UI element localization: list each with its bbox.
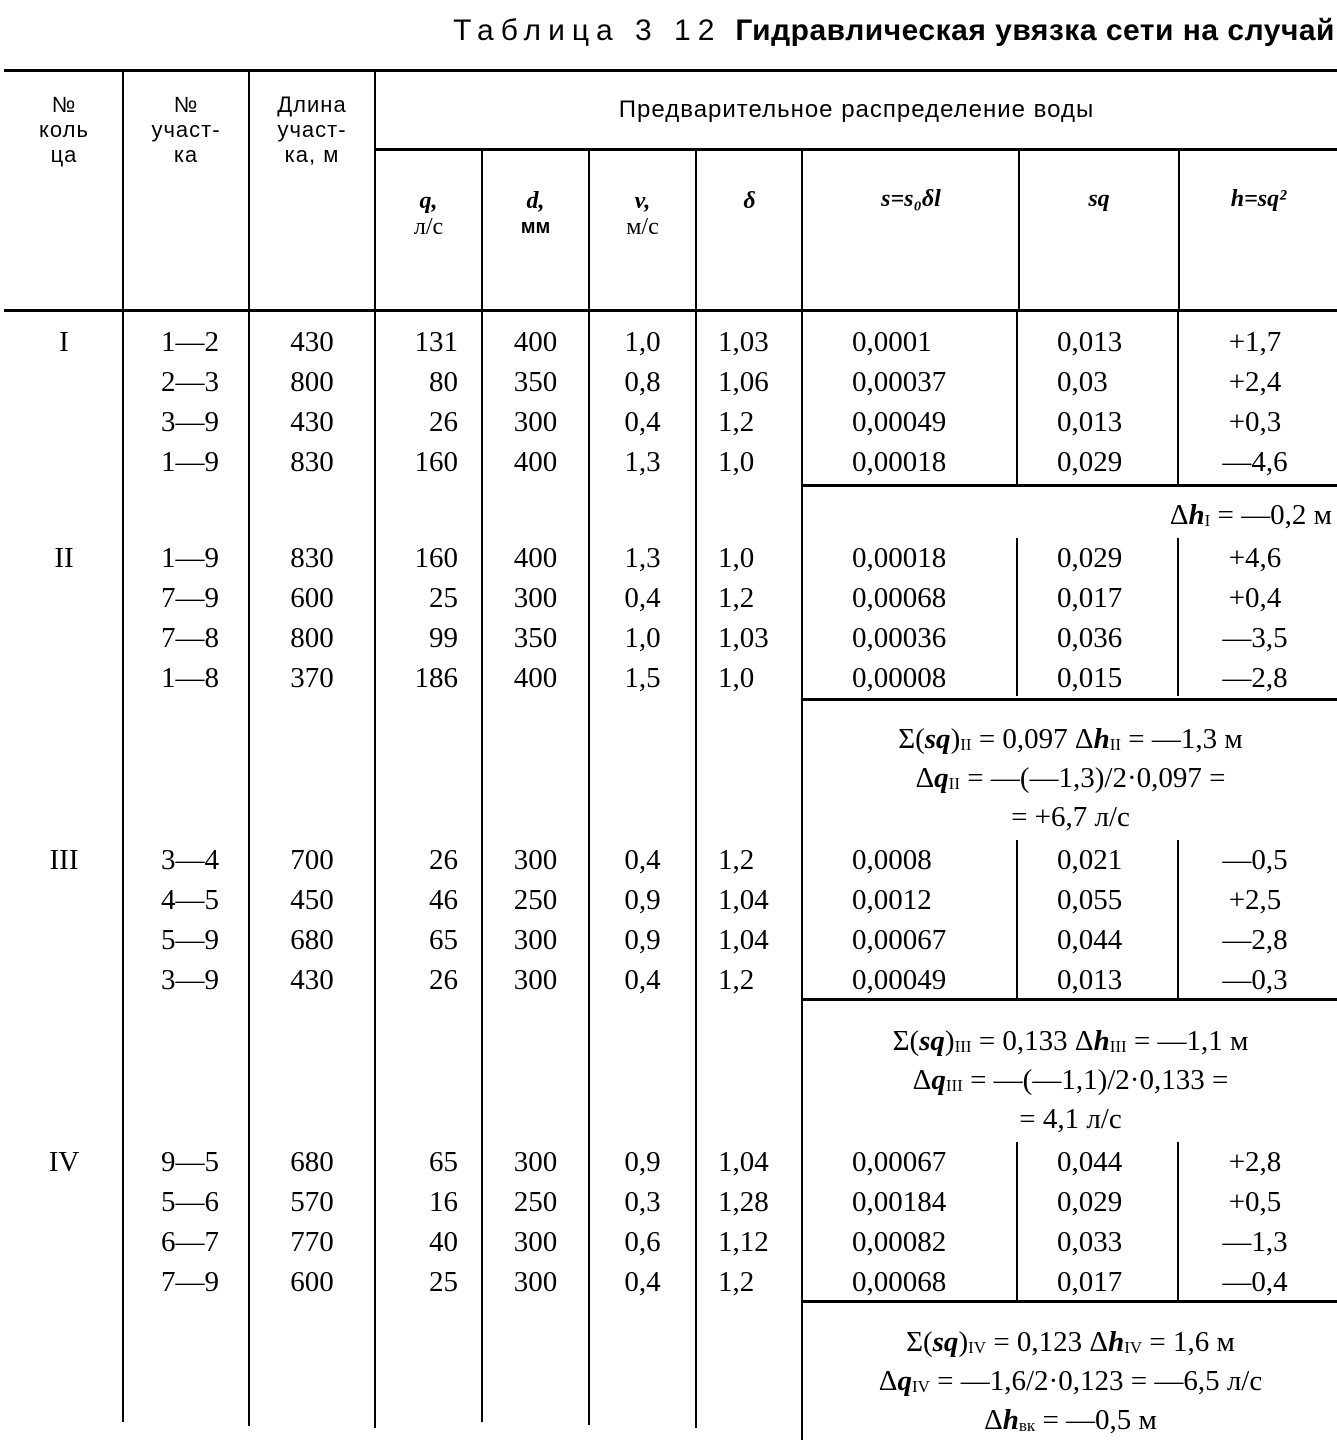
cell-sq: 0,013 [1057,406,1123,438]
header-text: d, [526,188,545,214]
cell-sq: 0,029 [1057,446,1123,478]
header-s: s=s₀δl [881,186,941,212]
cell-delta: 1,04 [718,924,769,956]
cell-v: 0,9 [624,1146,661,1178]
cell-d: 400 [513,446,558,478]
cell-sq: 0,017 [1057,582,1123,614]
cell-v: 1,5 [624,662,661,694]
cell-d: 350 [513,622,558,654]
cell-q: 40 [429,1226,458,1258]
cell-v: 0,8 [624,366,661,398]
cell-s: 0,00008 [852,662,947,694]
cell-section: 7—9 [161,1266,219,1298]
cell-section: 9—5 [161,1146,219,1178]
cell-sq: 0,033 [1057,1226,1123,1258]
cell-delta: 1,04 [718,1146,769,1178]
cell-sq: 0,036 [1057,622,1123,654]
cell-section: 7—8 [161,622,219,654]
cell-d: 300 [513,406,558,438]
cell-section: 2—3 [161,366,219,398]
ring-number: I [59,326,69,358]
cell-length: 600 [290,582,334,614]
vertical-rule [1018,150,1020,310]
cell-section: 5—6 [161,1186,219,1218]
cell-length: 680 [290,1146,334,1178]
cell-d: 350 [513,366,558,398]
header-text: № [51,92,77,117]
cell-section: 1—8 [161,662,219,694]
ring-number: IV [48,1146,80,1178]
header-group: Предварительное распределение воды [618,96,1095,123]
header-text: v, [634,188,651,214]
cell-v: 0,9 [624,884,661,916]
cell-sq: 0,017 [1057,1266,1123,1298]
cell-v: 1,0 [624,326,661,358]
header-text: ца [50,142,78,167]
cell-sq: 0,029 [1057,1186,1123,1218]
cell-h: —2,8 [1222,924,1288,956]
cell-v: 0,3 [624,1186,661,1218]
cell-d: 300 [513,964,558,996]
horizontal-rule [4,309,1337,312]
cell-h: +0,4 [1228,582,1282,614]
header-text: № [173,92,199,117]
cell-s: 0,00036 [852,622,947,654]
cell-section: 3—9 [161,406,219,438]
cell-d: 300 [513,582,558,614]
cell-s: 0,00018 [852,542,947,574]
cell-h: —0,4 [1222,1266,1288,1298]
cell-sq: 0,044 [1057,1146,1123,1178]
header-text: Длина [277,92,347,117]
cell-s: 0,00037 [852,366,947,398]
cell-sq: 0,055 [1057,884,1123,916]
cell-length: 430 [290,964,334,996]
cell-q: 25 [429,582,458,614]
cell-s: 0,0012 [852,884,932,916]
cell-delta: 1,2 [718,844,755,876]
cell-delta: 1,03 [718,326,769,358]
cell-sq: 0,013 [1057,326,1123,358]
horizontal-rule [4,69,1337,72]
cell-h: —0,3 [1222,964,1288,996]
header-text: участ- [151,117,221,142]
cell-h: —0,5 [1222,844,1288,876]
cell-h: —2,8 [1222,662,1288,694]
cell-length: 680 [290,924,334,956]
cell-s: 0,00067 [852,1146,947,1178]
ring-summary-line: $\Delta q_{III}$ = —(—1,1)/2·0,133 = [912,1064,1229,1096]
cell-sq: 0,021 [1057,844,1123,876]
cell-delta: 1,0 [718,542,755,574]
header-text: мм [520,216,551,238]
cell-q: 80 [429,366,458,398]
cell-v: 1,3 [624,542,661,574]
cell-section: 6—7 [161,1226,219,1258]
cell-length: 430 [290,406,334,438]
header-text: м/с [626,214,659,240]
ring-summary-line: $\Delta q_{II}$ = —(—1,3)/2·0,097 = [915,762,1226,794]
cell-delta: 1,2 [718,964,755,996]
header-length [250,92,374,167]
cell-v: 1,0 [624,622,661,654]
header-delta: δ [743,188,756,214]
header-sq: sq [1088,186,1110,212]
header-text: л/с [413,214,444,240]
ring-number: II [54,542,74,574]
cell-delta: 1,2 [718,1266,755,1298]
cell-q: 186 [414,662,458,694]
cell-d: 300 [513,1226,558,1258]
ring-summary-line: $\Delta h_{вк}$ = —0,5 м [984,1404,1157,1436]
cell-length: 450 [290,884,334,916]
cell-q: 65 [429,924,458,956]
cell-v: 0,6 [624,1226,661,1258]
cell-d: 300 [513,924,558,956]
cell-v: 0,4 [624,964,661,996]
cell-section: 4—5 [161,884,219,916]
header-h: h=sq² [1230,186,1287,212]
cell-section: 7—9 [161,582,219,614]
cell-sq: 0,029 [1057,542,1123,574]
horizontal-rule [801,484,1337,487]
header-ring-no [6,92,122,167]
vertical-rule [122,70,124,1422]
ring-number: III [49,844,79,876]
ring-summary-line: $\Sigma(sq)_{III} = 0,133$ $\Delta h_{III}$ = —1,1 м [892,1025,1249,1057]
cell-length: 800 [290,622,334,654]
header-q [376,188,481,240]
cell-d: 300 [513,1146,558,1178]
cell-q: 160 [414,446,458,478]
cell-sq: 0,013 [1057,964,1123,996]
ring-summary-line: $\Delta q_{IV}$ = —1,6/2·0,123 = —6,5 л/с [878,1365,1263,1397]
cell-length: 770 [290,1226,334,1258]
cell-delta: 1,03 [718,622,769,654]
cell-delta: 1,2 [718,582,755,614]
cell-sq: 0,015 [1057,662,1123,694]
cell-h: —1,3 [1222,1226,1288,1258]
cell-d: 300 [513,844,558,876]
header-section-no [124,92,248,167]
vertical-rule [1178,150,1180,310]
cell-s: 0,00184 [852,1186,947,1218]
cell-delta: 1,12 [718,1226,769,1258]
cell-d: 400 [513,662,558,694]
cell-length: 830 [290,542,334,574]
cell-s: 0,00082 [852,1226,947,1258]
header-text: коль [39,117,89,142]
cell-s: 0,00068 [852,1266,947,1298]
cell-q: 26 [429,406,458,438]
cell-s: 0,00067 [852,924,947,956]
cell-v: 1,3 [624,446,661,478]
cell-s: 0,0001 [852,326,932,358]
cell-length: 370 [290,662,334,694]
cell-q: 26 [429,964,458,996]
cell-h: +2,5 [1228,884,1282,916]
cell-v: 0,4 [624,1266,661,1298]
header-v [590,188,695,240]
cell-length: 800 [290,366,334,398]
cell-q: 26 [429,844,458,876]
cell-d: 400 [513,542,558,574]
cell-section: 3—9 [161,964,219,996]
cell-delta: 1,04 [718,884,769,916]
cell-h: —4,6 [1222,446,1288,478]
cell-v: 0,4 [624,406,661,438]
vertical-rule [695,150,697,1428]
cell-section: 5—9 [161,924,219,956]
cell-s: 0,00018 [852,446,947,478]
cell-s: 0,00068 [852,582,947,614]
table-caption [453,14,1335,48]
cell-q: 16 [429,1186,458,1218]
cell-section: 1—2 [161,326,219,358]
cell-delta: 1,0 [718,662,755,694]
horizontal-rule [376,148,1337,151]
table-number: Таблица 3 12 [453,14,722,47]
table-title: Гидравлическая увязка сети на случай [735,14,1335,47]
cell-h: +2,8 [1228,1146,1282,1178]
cell-v: 0,4 [624,844,661,876]
header-text: ка [173,142,199,167]
cell-h: +2,4 [1228,366,1282,398]
cell-delta: 1,0 [718,446,755,478]
cell-length: 700 [290,844,334,876]
cell-h: +0,3 [1228,406,1282,438]
cell-section: 1—9 [161,542,219,574]
cell-length: 430 [290,326,334,358]
ring-summary-line: = 4,1 л/с [1019,1103,1122,1135]
cell-length: 830 [290,446,334,478]
cell-delta: 1,28 [718,1186,769,1218]
header-text: участ- [277,117,347,142]
cell-h: +1,7 [1228,326,1282,358]
cell-d: 300 [513,1266,558,1298]
cell-h: +4,6 [1228,542,1282,574]
ring-summary-line: $\Sigma(sq)_{IV} = 0,123$ $\Delta h_{IV} = 1,6$ м [906,1326,1235,1358]
header-d [483,188,588,240]
cell-v: 0,4 [624,582,661,614]
cell-length: 570 [290,1186,334,1218]
cell-q: 160 [414,542,458,574]
header-text: q, [419,188,438,214]
cell-h: +0,5 [1228,1186,1282,1218]
cell-q: 65 [429,1146,458,1178]
ring-summary-line: $\Sigma(sq)_{II} = 0,097$ $\Delta h_{II}$ = —1,3 м [898,723,1243,755]
header-text: ка, м [284,142,340,167]
cell-q: 25 [429,1266,458,1298]
cell-s: 0,00049 [852,406,947,438]
cell-q: 131 [414,326,458,358]
cell-d: 400 [513,326,558,358]
cell-sq: 0,03 [1057,366,1108,398]
cell-length: 600 [290,1266,334,1298]
cell-delta: 1,2 [718,406,755,438]
cell-s: 0,00049 [852,964,947,996]
cell-v: 0,9 [624,924,661,956]
horizontal-rule [801,698,1337,701]
cell-delta: 1,06 [718,366,769,398]
ring-summary-line: $\Delta h_I$ = —0,2 м [1169,499,1332,531]
cell-q: 99 [429,622,458,654]
ring-summary-line: = +6,7 л/с [1011,801,1130,833]
cell-h: —3,5 [1222,622,1288,654]
cell-d: 250 [513,884,558,916]
cell-section: 3—4 [161,844,219,876]
cell-d: 250 [513,1186,558,1218]
cell-section: 1—9 [161,446,219,478]
cell-sq: 0,044 [1057,924,1123,956]
cell-q: 46 [429,884,458,916]
cell-s: 0,0008 [852,844,932,876]
